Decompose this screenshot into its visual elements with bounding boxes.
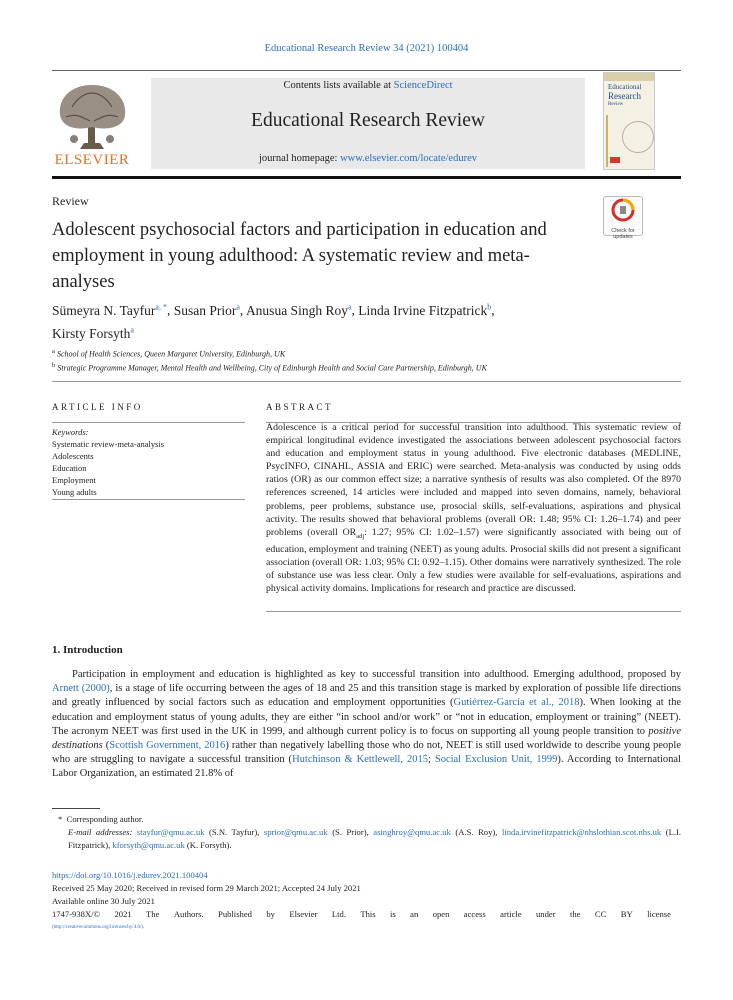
corresponding-footnote bbox=[52, 813, 681, 852]
keywords-rule bbox=[52, 499, 245, 500]
cover-stripe bbox=[606, 115, 608, 167]
header-rule-bottom bbox=[52, 176, 681, 179]
corresponding-line: * Corresponding author. bbox=[58, 814, 144, 824]
citation-link[interactable]: Gutiérrez-García et al., 2018 bbox=[453, 697, 580, 709]
homepage-link[interactable]: www.elsevier.com/locate/edurev bbox=[340, 153, 477, 164]
author[interactable]: Linda Irvine Fitzpatrick$^b$ bbox=[358, 302, 492, 318]
elsevier-logo[interactable] bbox=[52, 77, 132, 169]
license-word: Ltd. bbox=[331, 909, 346, 919]
license-word: The bbox=[146, 909, 160, 919]
license-word: an bbox=[410, 909, 419, 919]
doi-link[interactable]: https://doi.org/10.1016/j.edurev.2021.100404 bbox=[52, 870, 208, 880]
license-word: access bbox=[463, 909, 486, 919]
article-info-rule bbox=[52, 422, 245, 423]
email-link[interactable]: linda.irvinefitzpatrick@nhslothian.scot.nhs.uk bbox=[501, 827, 662, 837]
contents-line bbox=[151, 80, 585, 91]
email-link[interactable]: stayfur@qmu.ac.uk bbox=[136, 827, 205, 837]
journal-citation[interactable]: Educational Research Review 34 (2021) 100404 bbox=[264, 43, 469, 54]
license-word: Elsevier bbox=[289, 909, 318, 919]
license-url[interactable]: (http://creativecommons.org/licenses/by/4.0/). bbox=[52, 925, 145, 930]
sciencedirect-link[interactable]: ScienceDirect bbox=[393, 80, 453, 91]
license-word: This bbox=[360, 909, 376, 919]
license-word: under bbox=[536, 909, 556, 919]
section-rule bbox=[52, 381, 681, 382]
section-heading-introduction: 1. Introduction bbox=[52, 644, 123, 656]
cover-band bbox=[604, 73, 654, 81]
email-link[interactable]: asinghroy@qmu.ac.uk bbox=[373, 827, 451, 837]
author[interactable]: Kirsty Forsyth$^a$ bbox=[52, 325, 134, 341]
abstract-rule-bottom bbox=[266, 611, 681, 612]
license-word: by bbox=[266, 909, 275, 919]
email-line: E-mail addresses: stayfur@qmu.ac.uk (S.N. Tayfur), sprior@qmu.ac.uk (S. Prior), asinghroy@qmu.ac.uk (A.S. Roy), linda.irvinefitzpatrick@nhslothian.scot.nhs.uk (L.I. Fitzpatrick), kforsyth@qmu.ac.uk (K. Forsyth). bbox=[68, 827, 681, 850]
keyword: Systematic review-meta-analysis bbox=[52, 439, 165, 449]
received-dates: Received 25 May 2020; Received in revised form 29 March 2021; Accepted 24 July 2021 bbox=[52, 883, 361, 893]
abstract-heading: ABSTRACT bbox=[266, 402, 334, 412]
email-link[interactable]: kforsyth@qmu.ac.uk bbox=[112, 840, 185, 850]
license-word: article bbox=[500, 909, 522, 919]
article-info-heading: ARTICLE INFO bbox=[52, 402, 143, 412]
abstract-text: Adolescence is a critical period for successful transition into adulthood. This systematic review of empirical longitudinal evidence investigated the associations between adolescent psychosocial factors and education and employment status in young adulthood. Five electronic databases (MEDLINE, PsycINFO, CINAHL, ASSIA and ERIC) were searched. Meta-analysis was conducted by using odds ratios (OR) as our common effect size; a narrative synthesis of results was also completed. Of the 8970 references screened, 14 articles were included and mapped into seven domains, namely, behavioral problems, peer problems, substance use, prosocial skills, self-evaluations, aspirations and physical activity. The results showed that behavioral problems (overall OR: 1.48; 95% CI: 1.26–1.74) and peer problems (overall $OR_{adj}$: 1.27; 95% CI: 1.02–1.57) were significantly associated with being out of education, employment and training (NEET) as young adults. Prosocial skills did not present a significant association (overall OR: 1.03; 95% CI: 0.92–1.15). Other domains were narratively synthesized. The role of substance use was less clear. Only a few studies were available for self-evaluations, aspirations and physical activity domains. Implications for research and practice are discussed. bbox=[266, 422, 681, 595]
license-word: license bbox=[647, 909, 671, 919]
affiliation: $^b$ Strategic Programme Manager, Mental Health and Wellbeing, City of Edinburgh Health and Social Care Partnership, Edinburgh, UK bbox=[52, 361, 487, 373]
license-word: Published bbox=[218, 909, 252, 919]
keywords-block bbox=[52, 426, 245, 498]
paper-title: Adolescent psychosocial factors and participation in education and employment in young adulthood: A systematic review and meta-analyses bbox=[52, 220, 547, 292]
keywords-label: Keywords: bbox=[52, 427, 89, 437]
author[interactable]: Susan Prior$^a$ bbox=[173, 302, 240, 318]
cover-title bbox=[608, 83, 641, 109]
header-rule-top bbox=[52, 70, 681, 71]
license-line bbox=[52, 908, 671, 921]
journal-cover[interactable] bbox=[603, 72, 655, 170]
elsevier-wordmark: ELSEVIER bbox=[54, 152, 130, 168]
cover-line: Research bbox=[608, 91, 641, 101]
keyword: Employment bbox=[52, 475, 96, 485]
affiliation: $^a$ School of Health Sciences, Queen Margaret University, Edinburgh, UK bbox=[52, 348, 286, 359]
cover-globe-icon bbox=[622, 121, 654, 153]
license-word: 2021 bbox=[114, 909, 132, 919]
cover-logo bbox=[610, 157, 620, 163]
email-link[interactable]: sprior@qmu.ac.uk bbox=[263, 827, 328, 837]
keyword: Education bbox=[52, 463, 87, 473]
article-type: Review bbox=[52, 194, 89, 208]
author[interactable]: Sümeyra N. Tayfur$^{a, *}$ bbox=[52, 302, 167, 318]
footnote-rule bbox=[52, 808, 100, 809]
license-word: BY bbox=[620, 909, 633, 919]
check-updates-icon bbox=[604, 197, 642, 223]
affiliations bbox=[52, 346, 692, 373]
license-word: is bbox=[390, 909, 396, 919]
citation-link[interactable]: Hutchinson & Kettlewell, 2015 bbox=[292, 754, 428, 766]
online-date: Available online 30 July 2021 bbox=[52, 896, 155, 906]
keyword: Adolescents bbox=[52, 451, 94, 461]
contents-prefix: Contents lists available at bbox=[283, 80, 394, 91]
check-for-updates-button[interactable] bbox=[603, 196, 643, 240]
keyword: Young adults bbox=[52, 487, 97, 497]
license-word: open bbox=[432, 909, 450, 919]
license-word: CC bbox=[594, 909, 607, 919]
cover-line: Educational bbox=[608, 83, 642, 91]
introduction-paragraph: Participation in employment and education is highlighted as key to successful transition into adulthood. Emerging adulthood, proposed by Arnett (2000), is a stage of life occurring between the ages of 18 and 25 and this transition stage is marked by exploration of possible life directions and greatly influenced by social factors such as education and employment opportunities (Gutiérrez-García et al., 2018). When looking at the education and employment status of young adults, they are either “in school and/or work” or “not in education, employment or training” (NEET). The acronym NEET was first used in the UK in 1999, and although current policy is to focus on supporting all young people transition to positive destinations (Scottish Government, 2016) rather than negatively labelling those who do not, NEET is still used worldwide to describe young people who are struggling to navigate a successful transition (Hutchinson & Kettlewell, 2015; Social Exclusion Unit, 1999). According to International Labor Organization, an estimated 21.8% of bbox=[52, 669, 682, 780]
license-word: Authors. bbox=[173, 909, 204, 919]
license-word: the bbox=[569, 909, 581, 919]
author[interactable]: Anusua Singh Roy$^a$ bbox=[245, 302, 352, 318]
cover-line: Review bbox=[608, 102, 624, 107]
publication-info bbox=[52, 869, 681, 934]
author-list: Sümeyra N. Tayfur$^{a, *}$, Susan Prior$^a$, Anusua Singh Roy$^a$, Linda Irvine Fitzpatrick$^b$, Kirsty Forsyth$^a$ bbox=[52, 302, 495, 341]
check-updates-label: Check for updates bbox=[611, 228, 635, 240]
homepage-prefix: journal homepage: bbox=[259, 153, 341, 164]
homepage-line bbox=[151, 153, 585, 164]
journal-title: Educational Research Review bbox=[251, 110, 485, 131]
citation-link[interactable]: Arnett (2000) bbox=[52, 683, 110, 695]
citation-link[interactable]: Social Exclusion Unit, 1999 bbox=[434, 754, 558, 766]
citation-link[interactable]: Scottish Government, 2016 bbox=[109, 740, 226, 752]
license-word: 1747-938X/© bbox=[52, 909, 101, 919]
